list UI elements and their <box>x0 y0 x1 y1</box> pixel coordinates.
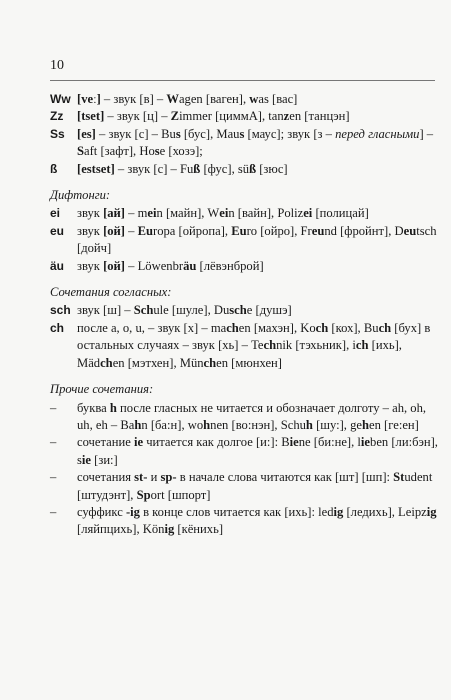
other-description <box>77 469 440 504</box>
letter-key: Ss <box>50 126 65 141</box>
header-rule <box>50 80 435 81</box>
text-fragment: после a, o, u, – звук [х] – ma <box>77 320 227 335</box>
dash-marker: – <box>50 435 57 450</box>
text-fragment: – Löwenbr <box>125 258 184 273</box>
highlighted-text: ie <box>360 435 371 450</box>
letter-row <box>50 126 440 161</box>
dash-marker: – <box>50 400 57 415</box>
highlighted-text: -ig <box>125 504 140 519</box>
text-fragment: immer [циммА], tan <box>179 109 284 124</box>
diphthong-description <box>77 223 440 258</box>
highlighted-text: ig <box>333 504 344 519</box>
highlighted-text: s <box>175 126 181 141</box>
letter-row <box>50 161 440 178</box>
text-fragment: звук <box>77 258 104 273</box>
highlighted-text: eu <box>403 223 417 238</box>
consonant-row <box>50 320 440 372</box>
text-fragment: ule [шуле], Du <box>153 303 230 318</box>
text-fragment: и <box>147 470 161 485</box>
letter-row <box>50 91 440 108</box>
other-section <box>50 400 440 539</box>
text-fragment: – звук [с] – Fu <box>114 161 194 176</box>
text-fragment: [кох], Bu <box>328 320 379 335</box>
text-fragment: после гласных не читается и обозначает долготу – ah, oh, uh, eh – Ba <box>77 400 427 432</box>
highlighted-text: h <box>361 417 369 432</box>
highlighted-text: ei <box>219 206 229 221</box>
highlighted-text: ch <box>100 355 113 370</box>
text-fragment: [ледихь], Leipz <box>343 504 427 519</box>
highlighted-text: eu <box>311 223 325 238</box>
text-fragment: [бус], Mau <box>180 126 240 141</box>
highlighted-text: s <box>154 144 160 159</box>
text-fragment: en [танцэн] <box>289 109 350 124</box>
text-fragment: перед гласными <box>335 126 420 141</box>
text-fragment: e [хозэ]; <box>159 144 203 159</box>
text-fragment: en [мэтхен], Mün <box>112 355 204 370</box>
highlighted-text: ß <box>193 161 201 176</box>
text-fragment: звук [ш] – <box>77 303 134 318</box>
text-fragment: в начале слова читаются как [шт] [шп]: <box>176 470 394 485</box>
diphthong-description <box>77 205 440 222</box>
other-description <box>77 434 440 469</box>
diphthong-row <box>50 205 440 222</box>
text-fragment: ropa [ойропа], <box>153 223 232 238</box>
diphthong-key: eu <box>50 223 65 238</box>
highlighted-text: Sch <box>133 303 154 318</box>
dash-marker: – <box>50 470 57 485</box>
highlighted-text: ie <box>289 435 299 450</box>
other-description <box>77 400 440 435</box>
highlighted-text: S <box>77 144 85 159</box>
letter-key: Ww <box>50 92 71 106</box>
text-fragment: ] – <box>419 126 434 141</box>
highlighted-text: Sp <box>136 487 151 502</box>
letter-description <box>77 108 440 125</box>
text-fragment: [фус], sü <box>200 161 250 176</box>
text-fragment: aft [зафт], Ho <box>84 144 155 159</box>
text-fragment: звук <box>77 206 104 221</box>
highlighted-text: ch <box>315 320 329 335</box>
text-fragment: в конце слов читается как [ихь]: led <box>139 504 334 519</box>
letter-key: Zz <box>50 109 64 124</box>
highlighted-text: ß <box>249 161 257 176</box>
text-fragment: [полицай] <box>312 206 369 221</box>
letter-description <box>77 91 440 108</box>
text-fragment: agen [ваген], <box>178 92 250 106</box>
highlighted-text: w <box>249 92 259 106</box>
text-fragment: en [мюнхен] <box>216 355 282 370</box>
consonant-description <box>77 320 440 372</box>
diphthong-row <box>50 258 440 275</box>
text-fragment: – звук [в] – <box>100 92 167 106</box>
text-fragment: [ляйпцихь], Kön <box>77 522 165 537</box>
dash-marker: – <box>50 504 57 519</box>
text-fragment: [лёвэнброй] <box>196 258 264 273</box>
highlighted-text: h <box>203 417 211 432</box>
other-row <box>50 469 440 504</box>
highlighted-text: äu <box>183 258 197 273</box>
highlighted-text: [es] <box>77 126 96 141</box>
text-fragment: сочетания <box>77 470 135 485</box>
consonant-key: ch <box>50 320 65 335</box>
text-fragment: ort [шпорт] <box>150 487 211 502</box>
page-content <box>50 91 440 539</box>
text-fragment: – <box>125 223 138 238</box>
other-row <box>50 434 440 469</box>
highlighted-text: ch <box>263 338 277 353</box>
text-fragment: nd [фройнт], D <box>324 223 404 238</box>
text-fragment: сочетание <box>77 435 134 450</box>
letters-section <box>50 91 440 178</box>
text-fragment: [кёнихь] <box>174 522 224 537</box>
diphthong-description <box>77 258 440 275</box>
highlighted-text: W <box>166 92 179 106</box>
highlighted-text: [tset] <box>77 109 105 124</box>
highlighted-text: ch <box>203 355 217 370</box>
highlighted-text: [estset] <box>77 161 115 176</box>
other-heading: Прочие сочетания: <box>50 382 154 397</box>
text-fragment: en [махэн], Ko <box>238 320 316 335</box>
highlighted-text: h <box>305 417 313 432</box>
highlighted-text: ie <box>133 435 144 450</box>
letter-row <box>50 108 440 125</box>
highlighted-text: Z <box>170 109 180 124</box>
text-fragment: ro [ойро], Fr <box>246 223 312 238</box>
text-fragment: читается как долгое [и:]: B <box>143 435 290 450</box>
highlighted-text: sch <box>229 303 247 318</box>
highlighted-text: h <box>134 417 142 432</box>
highlighted-text: [ой] <box>103 223 126 238</box>
diphthong-key: ei <box>50 206 61 221</box>
consonant-description <box>77 302 440 319</box>
text-fragment: буква <box>77 400 110 415</box>
highlighted-text: St <box>393 470 405 485</box>
diphthong-row <box>50 223 440 258</box>
text-fragment: ne [би:не], l <box>298 435 361 450</box>
highlighted-text: ei <box>303 206 313 221</box>
highlighted-text: ch <box>226 320 239 335</box>
highlighted-text: ch <box>355 338 369 353</box>
highlighted-text: st- <box>134 470 148 485</box>
highlighted-text: Eu <box>137 223 154 238</box>
text-fragment: суффикс <box>77 504 126 519</box>
text-fragment: as [вас] <box>258 92 298 106</box>
diphthongs-heading: Дифтонги: <box>50 188 111 203</box>
letter-description <box>77 161 440 178</box>
consonants-heading: Сочетания согласных: <box>50 285 172 300</box>
letter-key: ß <box>50 161 58 176</box>
text-fragment: – звук [с] – Bu <box>95 126 176 141</box>
highlighted-text: [veː] <box>77 92 101 106</box>
text-fragment: n [ба:н], wo <box>141 417 204 432</box>
consonant-key: sch <box>50 303 71 318</box>
text-fragment: en [ге:ен] <box>369 417 419 432</box>
diphthong-key: äu <box>50 258 65 273</box>
text-fragment: e [душэ] <box>246 303 292 318</box>
highlighted-text: ig <box>426 504 437 519</box>
highlighted-text: sp- <box>160 470 177 485</box>
text-fragment: n [вайн], Poliz <box>228 206 304 221</box>
text-fragment: – звук [ц] – <box>104 109 171 124</box>
text-fragment: [зюс] <box>256 161 288 176</box>
text-fragment: [маус]; звук [з – <box>244 126 336 141</box>
other-row <box>50 504 440 539</box>
letter-description <box>77 126 440 161</box>
highlighted-text: ch <box>378 320 392 335</box>
diphthongs-section <box>50 205 440 275</box>
text-fragment: nen [во:нэн], Schu <box>210 417 306 432</box>
text-fragment: [бух] в остальных случаях – звук [хь] – Te <box>77 320 431 353</box>
text-fragment: [зи:] <box>91 452 118 467</box>
consonants-section <box>50 302 440 372</box>
other-description <box>77 504 440 539</box>
text-fragment: ben [ли:бэн], s <box>77 435 438 467</box>
highlighted-text: s <box>239 126 245 141</box>
highlighted-text: [ай] <box>103 206 126 221</box>
text-fragment: nik [тэхьник], i <box>276 338 356 353</box>
text-fragment: tsch [дойч] <box>77 223 437 256</box>
highlighted-text: ie <box>81 452 91 467</box>
text-fragment: udent [штудэнт], <box>77 470 433 502</box>
page-number: 10 <box>50 58 64 73</box>
text-fragment: звук <box>77 223 104 238</box>
highlighted-text: z <box>283 109 290 124</box>
highlighted-text: [ой] <box>103 258 126 273</box>
consonant-row <box>50 302 440 319</box>
text-fragment: [шу:], ge <box>312 417 362 432</box>
text-fragment: – m <box>125 206 148 221</box>
other-row <box>50 400 440 435</box>
highlighted-text: ig <box>164 522 175 537</box>
text-fragment: [ихь], Mäd <box>77 338 402 370</box>
highlighted-text: h <box>109 400 117 415</box>
highlighted-text: ei <box>147 206 157 221</box>
highlighted-text: Eu <box>231 223 247 238</box>
text-fragment: n [майн], W <box>156 206 220 221</box>
